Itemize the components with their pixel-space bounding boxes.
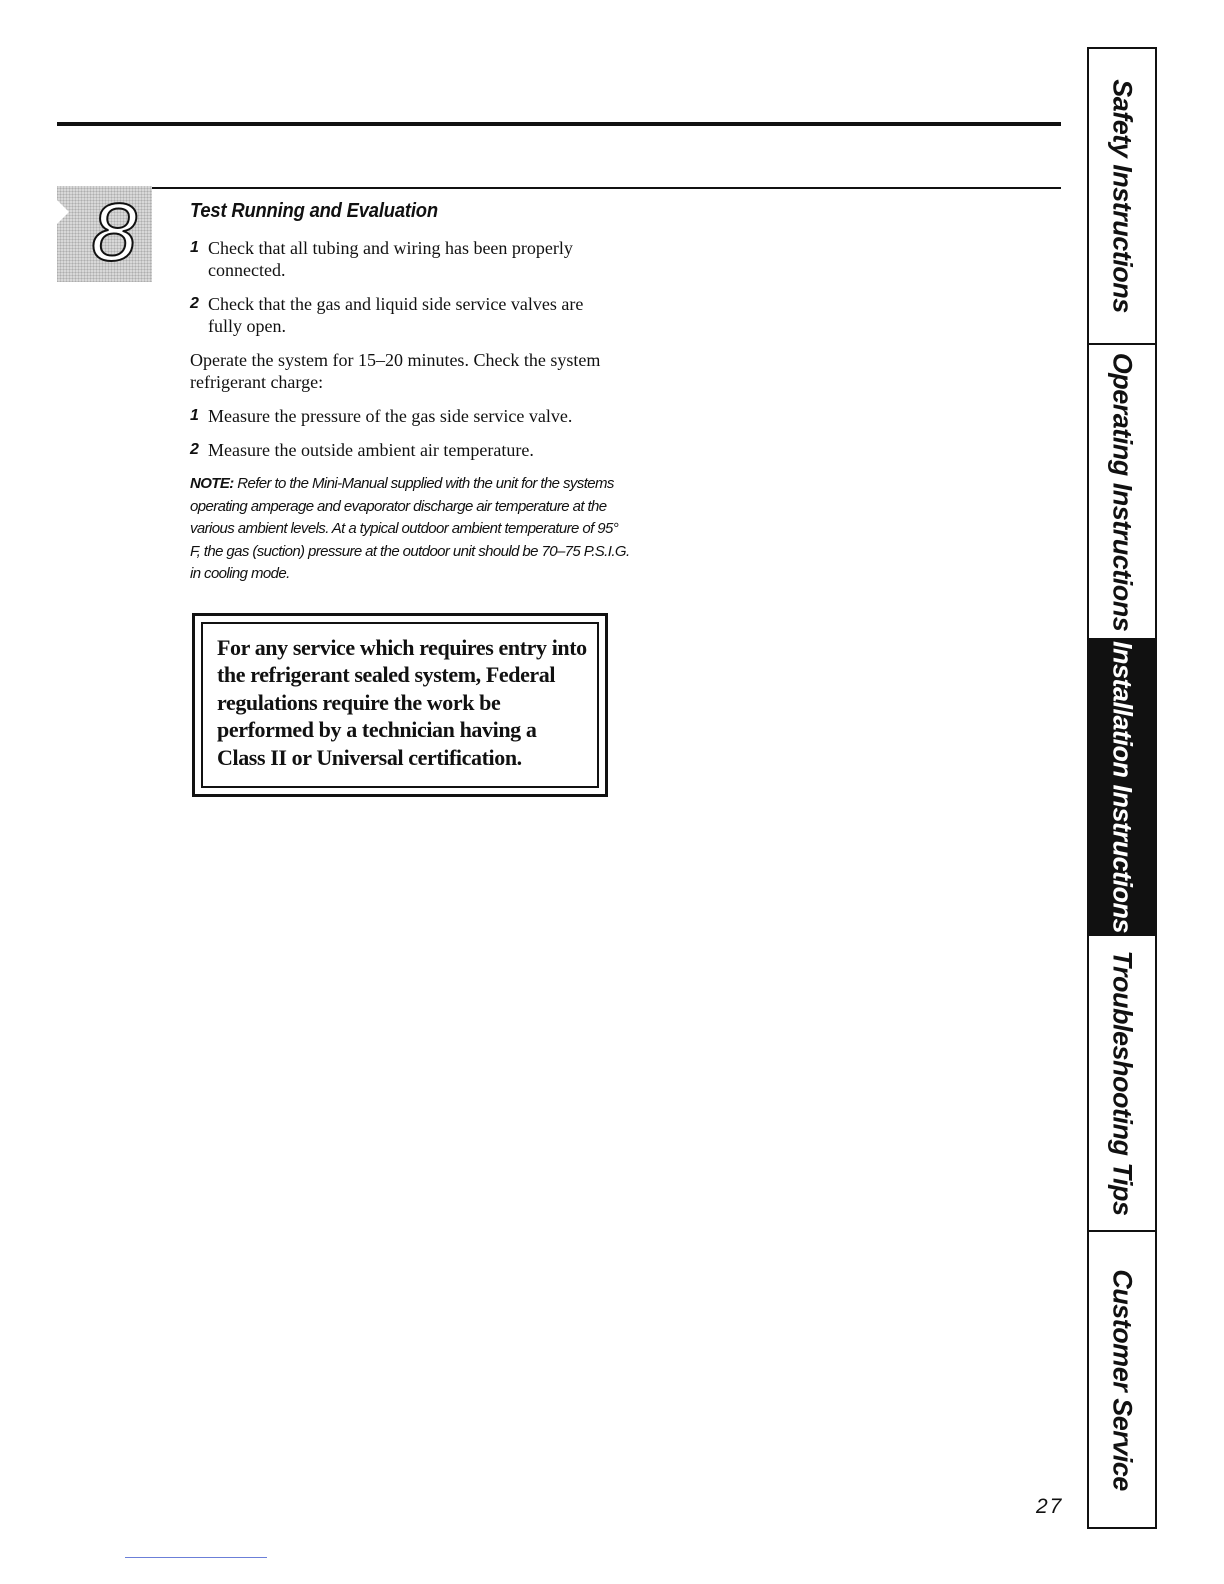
- step-number-box: [57, 186, 152, 282]
- measure-item-text: Measure the outside ambient air temperature.: [208, 440, 534, 460]
- measure-item: [190, 439, 620, 461]
- measure-item: [190, 405, 620, 427]
- step-number: 8: [91, 187, 137, 278]
- warning-box: [192, 613, 608, 797]
- check-item: [190, 293, 620, 337]
- tab-troubleshooting-tips[interactable]: [1087, 934, 1157, 1232]
- check-item-number: 2: [190, 295, 199, 312]
- top-rule: [57, 122, 1061, 126]
- tab-customer-service[interactable]: [1087, 1230, 1157, 1529]
- measure-item-number: 1: [190, 407, 199, 424]
- section-rule: [152, 187, 1061, 189]
- tab-operating-instructions[interactable]: [1087, 343, 1157, 640]
- tab-label: Customer Service: [1107, 1268, 1138, 1491]
- section-content: [190, 200, 630, 586]
- warning-text: For any service which requires entry into the refrigerant sealed system, Federal regulations require the work be performed by a technician having a Class II or Universal certification.: [201, 622, 599, 788]
- note-text: Refer to the Mini-Manual supplied with the unit for the systems operating amperage and evaporator discharge air temperature at the various ambient levels. At a typical outdoor ambient temperature of 95° F, the gas (suction) pressure at the outdoor unit should be 70–75 P.S.I.G. in cooling mode.: [190, 475, 630, 583]
- check-item-text: Check that the gas and liquid side service valves are fully open.: [208, 294, 584, 336]
- check-item: [190, 237, 620, 281]
- tab-label: Troubleshooting Tips: [1107, 950, 1138, 1216]
- note-paragraph: [190, 473, 630, 586]
- check-item-number: 1: [190, 239, 199, 256]
- tab-label: Installation Instructions: [1107, 640, 1138, 934]
- note-label: NOTE:: [190, 475, 234, 492]
- measure-item-number: 2: [190, 441, 199, 458]
- footer-rule: [125, 1557, 267, 1558]
- measure-item-text: Measure the pressure of the gas side service valve.: [208, 406, 573, 426]
- step-notch: [57, 200, 69, 224]
- section-tabs: [1087, 47, 1157, 1529]
- tab-installation-instructions[interactable]: [1087, 638, 1157, 936]
- tab-safety-instructions[interactable]: [1087, 47, 1157, 345]
- operate-paragraph: Operate the system for 15–20 minutes. Check the system refrigerant charge:: [190, 350, 601, 392]
- check-item-text: Check that all tubing and wiring has been properly connected.: [208, 238, 573, 280]
- page-number: 27: [1036, 1495, 1064, 1518]
- tab-label: Safety Instructions: [1107, 79, 1138, 313]
- section-title: Test Running and Evaluation: [190, 200, 438, 222]
- tab-label: Operating Instructions: [1107, 352, 1138, 631]
